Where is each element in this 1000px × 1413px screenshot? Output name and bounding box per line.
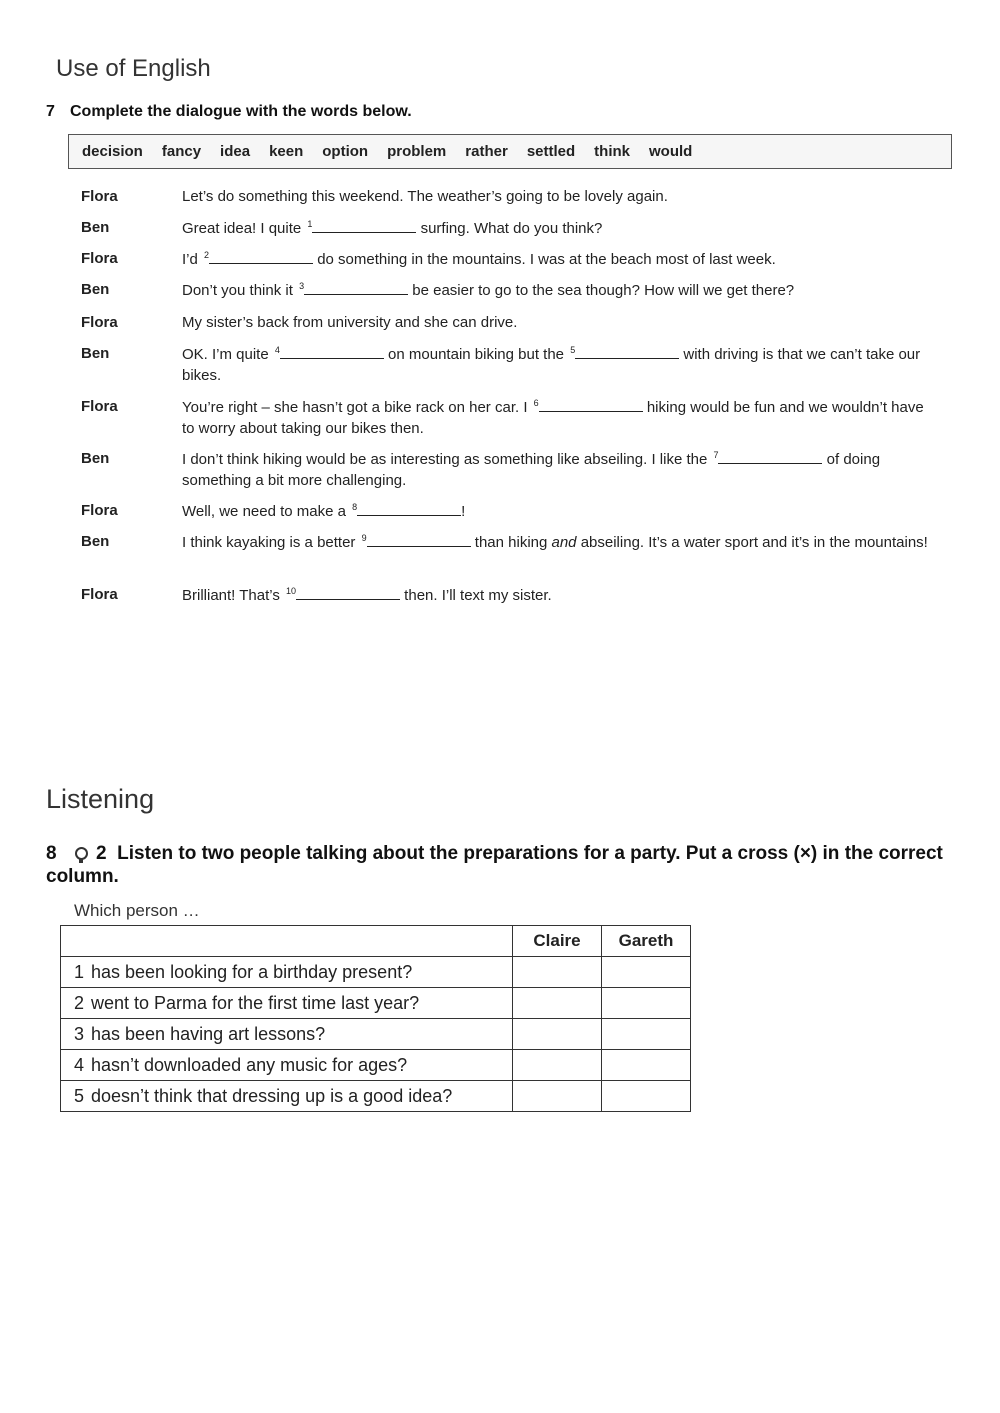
answer-cell-claire[interactable]: [513, 1050, 602, 1081]
speaker-name: Flora: [81, 314, 118, 331]
utterance: [182, 584, 932, 606]
exercise-7-heading: [46, 103, 412, 121]
word-bank-item: settled: [526, 143, 576, 160]
blank-number: 9: [361, 533, 367, 543]
exercise-instruction: Listen to two people talking about the preparations for a party. Put a cross (×) in the correct column.: [46, 843, 943, 887]
utterance: [182, 531, 932, 553]
audio-track-icon: [75, 847, 88, 860]
speaker-name: Ben: [81, 533, 110, 550]
question-text: hasn’t downloaded any music for ages?: [91, 1054, 408, 1075]
utterance: [182, 186, 932, 207]
utterance-text: You’re right – she hasn’t got a bike rack on her car. I: [182, 399, 532, 416]
question-text: doesn’t think that dressing up is a good idea?: [91, 1085, 453, 1106]
utterance-text: surfing. What do you think?: [416, 220, 603, 237]
answer-blank-1[interactable]: [312, 217, 416, 233]
blank-number: 5: [570, 345, 576, 355]
speaker-name: Flora: [81, 502, 118, 519]
word-bank-item: idea: [220, 143, 251, 160]
utterance-text: hiking would be fun and we wouldn’t have to worry about taking our bikes then.: [182, 399, 924, 437]
question-number: 2: [74, 992, 85, 1013]
utterance: [182, 312, 932, 333]
question-column-header: [61, 926, 513, 957]
column-header-gareth: Gareth: [602, 926, 691, 957]
blank-number: 3: [299, 281, 305, 291]
word-bank: [68, 134, 952, 169]
utterance-text: I don’t think hiking would be as interesting as something like abseiling. I like the: [182, 451, 712, 468]
table-prompt: Which person …: [74, 901, 200, 920]
utterance: [182, 279, 932, 301]
word-bank-item: fancy: [161, 143, 202, 160]
utterance-text: Don’t you think it: [182, 282, 298, 299]
word-bank-item: rather: [465, 143, 508, 160]
answer-cell-claire[interactable]: [513, 957, 602, 988]
utterance-text: !: [461, 503, 466, 520]
answer-blank-3[interactable]: [304, 279, 408, 295]
section-title-use-of-english: Use of English: [56, 55, 211, 82]
table-row: [61, 1050, 691, 1081]
utterance-text: I’d: [182, 251, 203, 268]
table-row: [61, 988, 691, 1019]
question-cell: [61, 988, 513, 1019]
blank-number: 1: [307, 219, 313, 229]
blank-number: 10: [286, 586, 297, 596]
utterance-text: I think kayaking is a better: [182, 534, 360, 551]
table-row: [61, 1081, 691, 1112]
question-number: 4: [74, 1054, 85, 1075]
speaker-name: Flora: [81, 250, 118, 267]
question-text: has been having art lessons?: [91, 1023, 326, 1044]
blank-number: 6: [533, 398, 539, 408]
answer-blank-5[interactable]: [575, 343, 679, 359]
table-header-row: [61, 926, 691, 957]
question-text: went to Parma for the first time last year?: [91, 992, 420, 1013]
table-row: [61, 957, 691, 988]
utterance-text: abseiling. It’s a water sport and it’s in the mountains!: [576, 534, 928, 551]
word-bank-item: option: [322, 143, 369, 160]
utterance-text: Well, we need to make a: [182, 503, 351, 520]
exercise-8-heading: [46, 842, 966, 888]
answer-cell-gareth[interactable]: [602, 957, 691, 988]
answer-cell-gareth[interactable]: [602, 1050, 691, 1081]
speaker-name: Ben: [81, 219, 110, 236]
speaker-name: Ben: [81, 450, 110, 467]
section-title-listening: Listening: [46, 784, 155, 814]
question-number: 5: [74, 1085, 85, 1106]
answer-cell-claire[interactable]: [513, 988, 602, 1019]
word-bank-item: keen: [269, 143, 304, 160]
answer-blank-6[interactable]: [539, 396, 643, 412]
answer-table: [60, 925, 691, 1112]
utterance: [182, 448, 932, 491]
question-cell: [61, 1050, 513, 1081]
answer-cell-claire[interactable]: [513, 1081, 602, 1112]
question-cell: [61, 1019, 513, 1050]
speaker-name: Flora: [81, 188, 118, 205]
blank-number: 2: [204, 250, 210, 260]
question-text: has been looking for a birthday present?: [91, 961, 413, 982]
question-number: 3: [74, 1023, 85, 1044]
utterance-text: Let’s do something this weekend. The weather’s going to be lovely again.: [182, 188, 668, 205]
blank-number: 4: [274, 345, 280, 355]
utterance-text: of doing something a bit more challenging.: [182, 451, 881, 489]
utterance: [182, 500, 932, 522]
utterance: [182, 248, 932, 270]
utterance-text: on mountain biking but the: [383, 346, 569, 363]
answer-blank-10[interactable]: [296, 584, 400, 600]
blank-number: 7: [713, 450, 719, 460]
utterance: [182, 343, 932, 386]
answer-blank-7[interactable]: [718, 448, 822, 464]
speaker-name: Flora: [81, 398, 118, 415]
word-bank-item: problem: [387, 143, 447, 160]
answer-blank-9[interactable]: [367, 531, 471, 547]
answer-cell-gareth[interactable]: [602, 1019, 691, 1050]
answer-blank-4[interactable]: [280, 343, 384, 359]
utterance-text: do something in the mountains. I was at the beach most of last week.: [313, 251, 776, 268]
answer-blank-8[interactable]: [357, 500, 461, 516]
answer-cell-claire[interactable]: [513, 1019, 602, 1050]
utterance-text-italic: and: [551, 534, 577, 551]
blank-number: 8: [352, 502, 358, 512]
question-cell: [61, 1081, 513, 1112]
utterance: [182, 217, 932, 239]
speaker-name: Ben: [81, 345, 110, 362]
utterance-text: OK. I’m quite: [182, 346, 273, 363]
question-number: 1: [74, 961, 85, 982]
utterance: [182, 396, 932, 439]
utterance-text: My sister’s back from university and she can drive.: [182, 314, 518, 331]
utterance-text: Brilliant! That’s: [182, 587, 284, 604]
question-cell: [61, 957, 513, 988]
utterance-text: than hiking: [470, 534, 552, 551]
word-bank-item: decision: [82, 143, 143, 160]
answer-blank-2[interactable]: [209, 248, 313, 264]
track-number: 2: [96, 843, 107, 864]
exercise-number: 8: [46, 843, 57, 864]
utterance-text: be easier to go to the sea though? How will we get there?: [408, 282, 795, 299]
speaker-name: Ben: [81, 281, 110, 298]
table-row: [61, 1019, 691, 1050]
exercise-number: 7: [46, 103, 55, 120]
column-header-claire: Claire: [513, 926, 602, 957]
utterance-text: with driving is that we can’t take our bikes.: [182, 346, 921, 384]
word-bank-item: would: [649, 143, 693, 160]
answer-cell-gareth[interactable]: [602, 988, 691, 1019]
answer-cell-gareth[interactable]: [602, 1081, 691, 1112]
exercise-instruction: Complete the dialogue with the words below.: [70, 103, 412, 120]
speaker-name: Flora: [81, 586, 118, 603]
utterance-text: then. I’ll text my sister.: [400, 587, 552, 604]
word-bank-item: think: [594, 143, 631, 160]
utterance-text: Great idea! I quite: [182, 220, 306, 237]
